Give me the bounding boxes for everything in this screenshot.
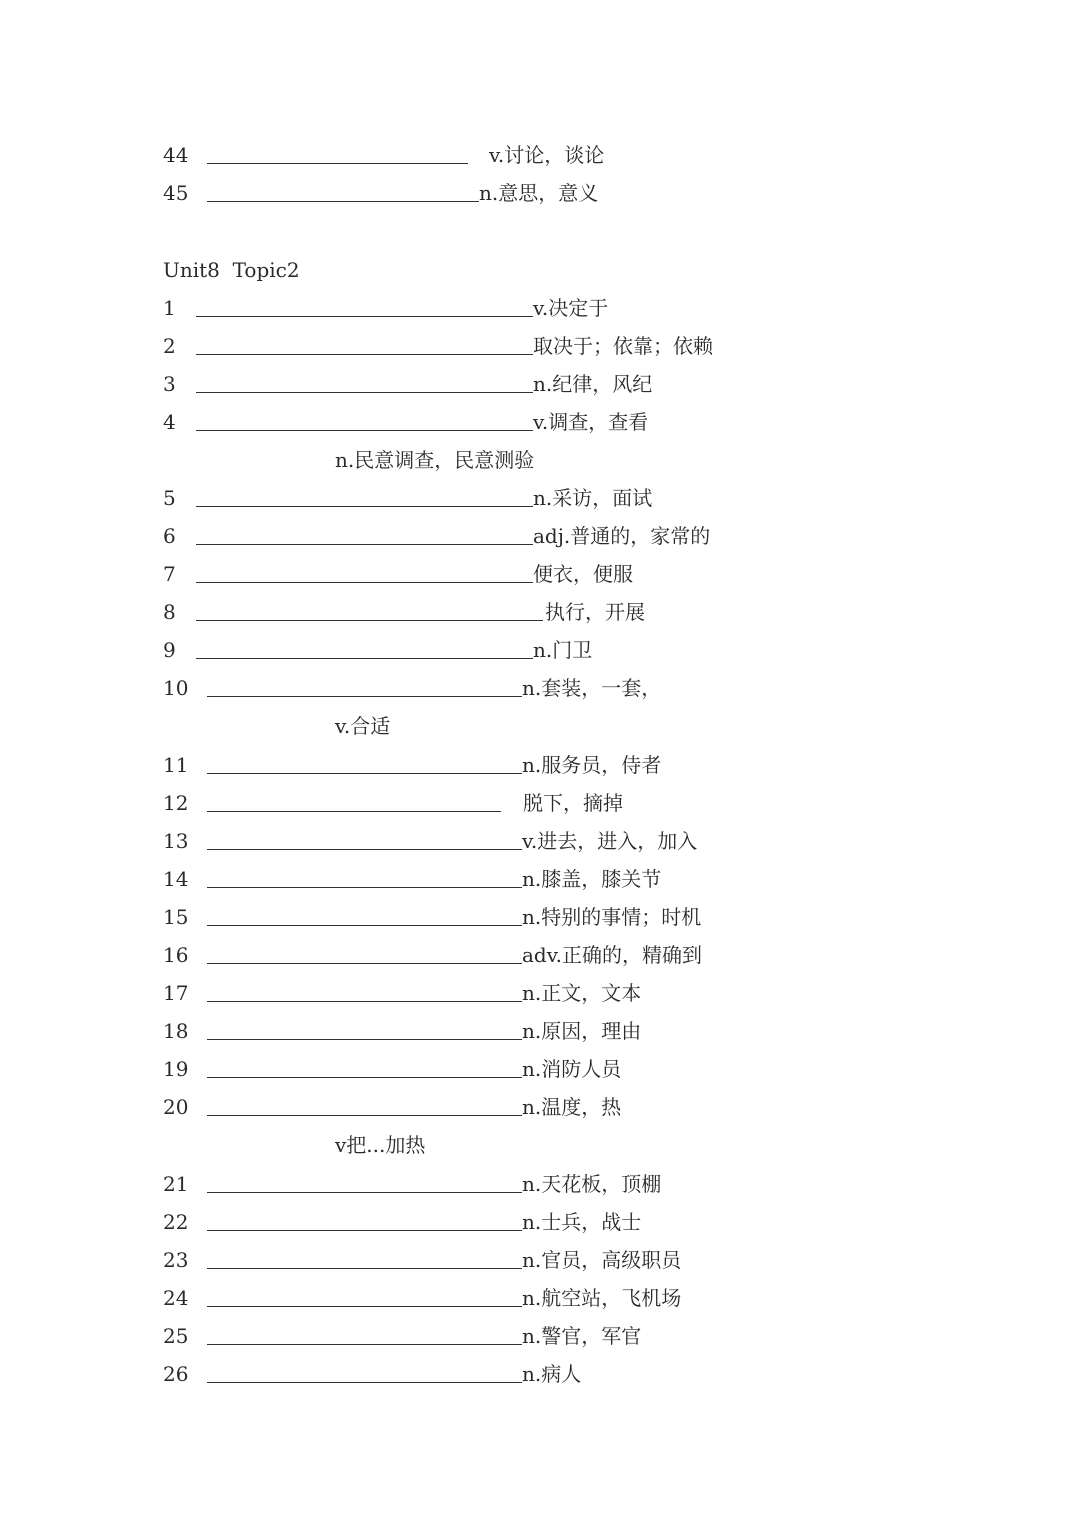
vocab-item bbox=[163, 939, 863, 971]
vocab-item bbox=[163, 787, 863, 819]
vocab-item bbox=[163, 292, 863, 324]
answer-blank[interactable] bbox=[207, 201, 479, 202]
vocab-item bbox=[163, 558, 863, 590]
item-number: 25 bbox=[163, 1324, 189, 1348]
answer-blank[interactable] bbox=[207, 163, 468, 164]
item-number: 45 bbox=[163, 181, 189, 205]
vocab-item bbox=[163, 901, 863, 933]
section-heading: Unit8 Topic2 bbox=[163, 258, 300, 282]
item-definition: 取决于；依靠；依赖 bbox=[533, 334, 713, 358]
item-number: 14 bbox=[163, 867, 189, 891]
item-number: 2 bbox=[163, 334, 176, 358]
answer-blank[interactable] bbox=[207, 1230, 522, 1231]
vocab-item bbox=[163, 368, 863, 400]
item-definition: n.特别的事情；时机 bbox=[522, 905, 702, 929]
answer-blank[interactable] bbox=[196, 620, 543, 621]
item-definition: 脱下，摘掉 bbox=[523, 791, 623, 815]
vocab-item bbox=[163, 330, 863, 362]
item-continuation: n.民意调查，民意测验 bbox=[335, 448, 535, 472]
item-number: 8 bbox=[163, 600, 176, 624]
item-definition: n.消防人员 bbox=[522, 1057, 622, 1081]
answer-blank[interactable] bbox=[196, 354, 533, 355]
vocab-item bbox=[163, 596, 863, 628]
item-number: 4 bbox=[163, 410, 176, 434]
answer-blank[interactable] bbox=[207, 849, 522, 850]
item-definition: n.正文，文本 bbox=[522, 981, 642, 1005]
vocab-item bbox=[163, 749, 863, 781]
answer-blank[interactable] bbox=[196, 316, 533, 317]
answer-blank[interactable] bbox=[207, 1115, 522, 1116]
answer-blank[interactable] bbox=[196, 392, 533, 393]
item-definition: n.原因，理由 bbox=[522, 1019, 642, 1043]
item-definition: v.进去，进入，加入 bbox=[522, 829, 698, 853]
answer-blank[interactable] bbox=[196, 506, 533, 507]
item-number: 10 bbox=[163, 676, 189, 700]
answer-blank[interactable] bbox=[207, 1001, 522, 1002]
item-number: 12 bbox=[163, 791, 189, 815]
item-number: 9 bbox=[163, 638, 176, 662]
item-number: 3 bbox=[163, 372, 176, 396]
answer-blank[interactable] bbox=[207, 811, 501, 812]
vocab-item bbox=[163, 977, 863, 1009]
item-definition: n.套装，一套， bbox=[522, 676, 662, 700]
answer-blank[interactable] bbox=[196, 582, 533, 583]
item-number: 17 bbox=[163, 981, 189, 1005]
item-number: 11 bbox=[163, 753, 189, 777]
item-definition: adj.普通的，家常的 bbox=[533, 524, 711, 548]
vocab-item bbox=[163, 672, 863, 704]
vocab-item bbox=[163, 1358, 863, 1390]
vocab-item bbox=[163, 482, 863, 514]
item-definition: 便衣，便服 bbox=[533, 562, 633, 586]
answer-blank[interactable] bbox=[207, 1344, 522, 1345]
vocab-item bbox=[163, 1053, 863, 1085]
item-number: 5 bbox=[163, 486, 176, 510]
vocab-item bbox=[163, 139, 863, 171]
answer-blank[interactable] bbox=[207, 963, 522, 964]
answer-blank[interactable] bbox=[207, 887, 522, 888]
item-definition: n.病人 bbox=[522, 1362, 582, 1386]
answer-blank[interactable] bbox=[207, 696, 522, 697]
answer-blank[interactable] bbox=[207, 1077, 522, 1078]
item-number: 20 bbox=[163, 1095, 189, 1119]
item-number: 22 bbox=[163, 1210, 189, 1234]
vocab-item bbox=[163, 1091, 863, 1123]
item-definition: n.温度，热 bbox=[522, 1095, 622, 1119]
item-definition: n.航空站，飞机场 bbox=[522, 1286, 682, 1310]
answer-blank[interactable] bbox=[207, 1192, 522, 1193]
item-number: 21 bbox=[163, 1172, 189, 1196]
item-definition: n.膝盖，膝关节 bbox=[522, 867, 662, 891]
item-definition: n.官员，高级职员 bbox=[522, 1248, 682, 1272]
vocab-item bbox=[163, 1206, 863, 1238]
answer-blank[interactable] bbox=[196, 658, 533, 659]
item-number: 19 bbox=[163, 1057, 189, 1081]
vocab-item bbox=[163, 1015, 863, 1047]
item-definition: n.警官，军官 bbox=[522, 1324, 642, 1348]
item-number: 44 bbox=[163, 143, 189, 167]
item-number: 18 bbox=[163, 1019, 189, 1043]
answer-blank[interactable] bbox=[207, 925, 522, 926]
item-number: 16 bbox=[163, 943, 189, 967]
vocab-item bbox=[163, 863, 863, 895]
answer-blank[interactable] bbox=[196, 430, 533, 431]
answer-blank[interactable] bbox=[207, 1268, 522, 1269]
item-definition: v.调查，查看 bbox=[533, 410, 649, 434]
item-number: 13 bbox=[163, 829, 189, 853]
item-number: 24 bbox=[163, 1286, 189, 1310]
vocab-item bbox=[163, 520, 863, 552]
item-definition: n.纪律，风纪 bbox=[533, 372, 653, 396]
item-definition: n.意思，意义 bbox=[479, 181, 599, 205]
answer-blank[interactable] bbox=[207, 1039, 522, 1040]
item-number: 23 bbox=[163, 1248, 189, 1272]
item-definition: n.士兵，战士 bbox=[522, 1210, 642, 1234]
item-number: 7 bbox=[163, 562, 176, 586]
vocab-item bbox=[163, 1244, 863, 1276]
answer-blank[interactable] bbox=[207, 1382, 522, 1383]
vocab-item bbox=[163, 1282, 863, 1314]
item-definition: v.讨论，谈论 bbox=[489, 143, 605, 167]
vocab-item bbox=[163, 406, 863, 438]
vocab-item bbox=[163, 1320, 863, 1352]
item-number: 26 bbox=[163, 1362, 189, 1386]
item-number: 1 bbox=[163, 296, 176, 320]
vocab-item bbox=[163, 634, 863, 666]
item-definition: n.服务员，侍者 bbox=[522, 753, 662, 777]
item-definition: adv.正确的，精确到 bbox=[522, 943, 703, 967]
vocab-item bbox=[163, 1168, 863, 1200]
answer-blank[interactable] bbox=[196, 544, 533, 545]
answer-blank[interactable] bbox=[207, 773, 522, 774]
item-definition: n.门卫 bbox=[533, 638, 593, 662]
item-definition: n.天花板，顶棚 bbox=[522, 1172, 662, 1196]
vocab-item bbox=[163, 177, 863, 209]
item-continuation: v.合适 bbox=[335, 714, 391, 738]
item-continuation: v把...加热 bbox=[335, 1133, 426, 1157]
item-number: 15 bbox=[163, 905, 189, 929]
item-number: 6 bbox=[163, 524, 176, 548]
item-definition: n.采访，面试 bbox=[533, 486, 653, 510]
vocab-item bbox=[163, 825, 863, 857]
item-definition: v.决定于 bbox=[533, 296, 609, 320]
item-definition: 执行，开展 bbox=[545, 600, 645, 624]
answer-blank[interactable] bbox=[207, 1306, 522, 1307]
